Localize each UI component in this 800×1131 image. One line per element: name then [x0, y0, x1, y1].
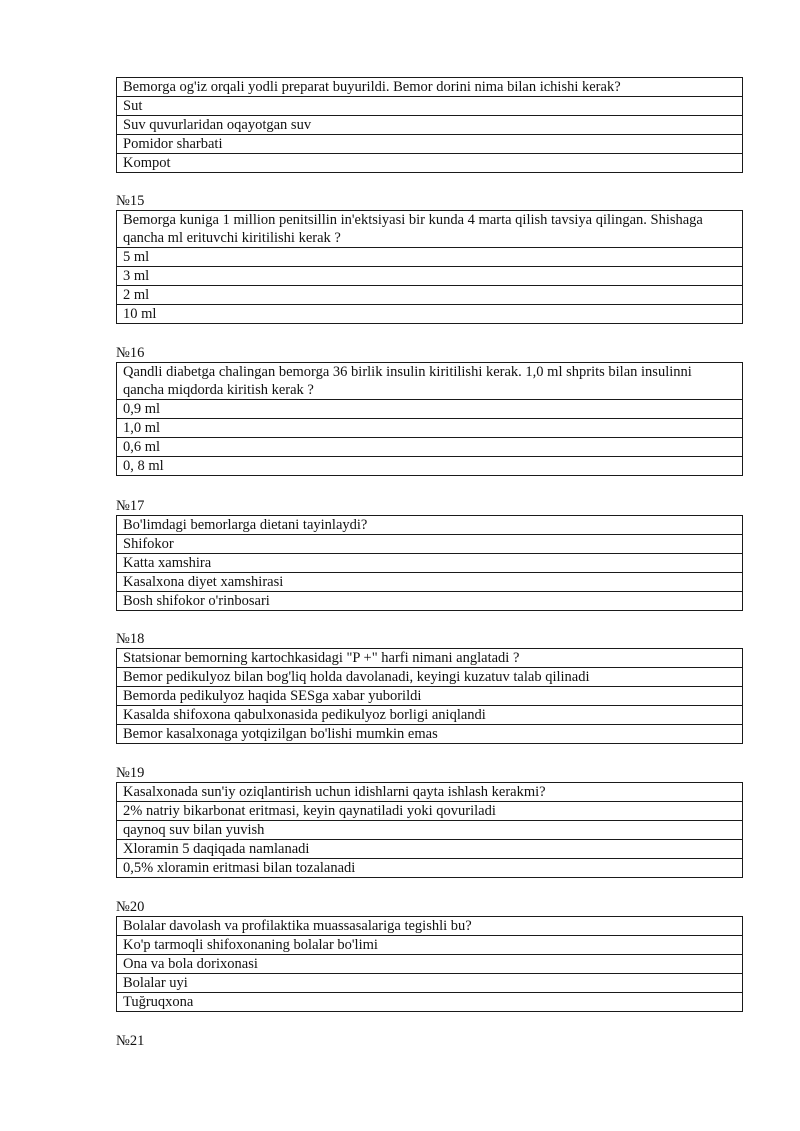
answer-option: Sut: [117, 97, 743, 116]
question-block: [116, 362, 743, 476]
answer-option: Ona va bola dorixonasi: [117, 955, 743, 974]
answer-option: Suv quvurlaridan oqayotgan suv: [117, 116, 743, 135]
question-table: [116, 648, 743, 744]
question-number: №16: [116, 345, 145, 361]
question-table: [116, 515, 743, 611]
question-number: №19: [116, 765, 145, 781]
question-text: Bemorga kuniga 1 million penitsillin in'ektsiyasi bir kunda 4 marta qilish tavsiya qilingan. Shishaga qancha ml erituvchi kiritilishi kerak ?: [117, 211, 743, 248]
answer-option: 0,6 ml: [117, 438, 743, 457]
question-number: №21: [116, 1033, 145, 1049]
answer-option: Bemor pedikulyoz bilan bog'liq holda davolanadi, keyingi kuzatuv talab qilinadi: [117, 668, 743, 687]
question-table: [116, 782, 743, 878]
question-text: Statsionar bemorning kartochkasidagi "P +" harfi nimani anglatadi ?: [117, 649, 743, 668]
answer-option: Bosh shifokor o'rinbosari: [117, 592, 743, 611]
question-number: №18: [116, 631, 145, 647]
answer-option: Kasalda shifoxona qabulxonasida pedikulyoz borligi aniqlandi: [117, 706, 743, 725]
answer-option: Kasalxona diyet xamshirasi: [117, 573, 743, 592]
answer-option: Xloramin 5 daqiqada namlanadi: [117, 840, 743, 859]
question-block: [116, 515, 743, 611]
answer-option: Bolalar uyi: [117, 974, 743, 993]
question-table: [116, 77, 743, 173]
answer-option: Shifokor: [117, 535, 743, 554]
question-text: Bemorga og'iz orqali yodli preparat buyurildi. Bemor dorini nima bilan ichishi kerak?: [117, 78, 743, 97]
answer-option: Bemorda pedikulyoz haqida SESga xabar yuborildi: [117, 687, 743, 706]
question-table: [116, 916, 743, 1012]
question-block: [116, 77, 743, 173]
question-text: Qandli diabetga chalingan bemorga 36 birlik insulin kiritilishi kerak. 1,0 ml shprits bilan insulinni qancha miqdorda kiritish kerak ?: [117, 363, 743, 400]
answer-option: 3 ml: [117, 267, 743, 286]
question-number: №15: [116, 193, 145, 209]
question-block: [116, 210, 743, 324]
answer-option: 0,9 ml: [117, 400, 743, 419]
question-block: [116, 648, 743, 744]
answer-option: 5 ml: [117, 248, 743, 267]
question-table: [116, 210, 743, 324]
answer-option: 2% natriy bikarbonat eritmasi, keyin qaynatiladi yoki qovuriladi: [117, 802, 743, 821]
question-number: №20: [116, 899, 145, 915]
question-text: Bo'limdagi bemorlarga dietani tayinlaydi?: [117, 516, 743, 535]
question-block: [116, 782, 743, 878]
answer-option: 1,0 ml: [117, 419, 743, 438]
answer-option: Pomidor sharbati: [117, 135, 743, 154]
question-table: [116, 362, 743, 476]
question-text: Kasalxonada sun'iy oziqlantirish uchun idishlarni qayta ishlash kerakmi?: [117, 783, 743, 802]
answer-option: 10 ml: [117, 305, 743, 324]
answer-option: 2 ml: [117, 286, 743, 305]
answer-option: Ko'p tarmoqli shifoxonaning bolalar bo'limi: [117, 936, 743, 955]
answer-option: 0,5% xloramin eritmasi bilan tozalanadi: [117, 859, 743, 878]
answer-option: Bemor kasalxonaga yotqizilgan bo'lishi mumkin emas: [117, 725, 743, 744]
question-text: Bolalar davolash va profilaktika muassasalariga tegishli bu?: [117, 917, 743, 936]
answer-option: Kompot: [117, 154, 743, 173]
answer-option: Tuğruqxona: [117, 993, 743, 1012]
question-number: №17: [116, 498, 145, 514]
answer-option: 0, 8 ml: [117, 457, 743, 476]
answer-option: Katta xamshira: [117, 554, 743, 573]
answer-option: qaynoq suv bilan yuvish: [117, 821, 743, 840]
question-block: [116, 916, 743, 1012]
